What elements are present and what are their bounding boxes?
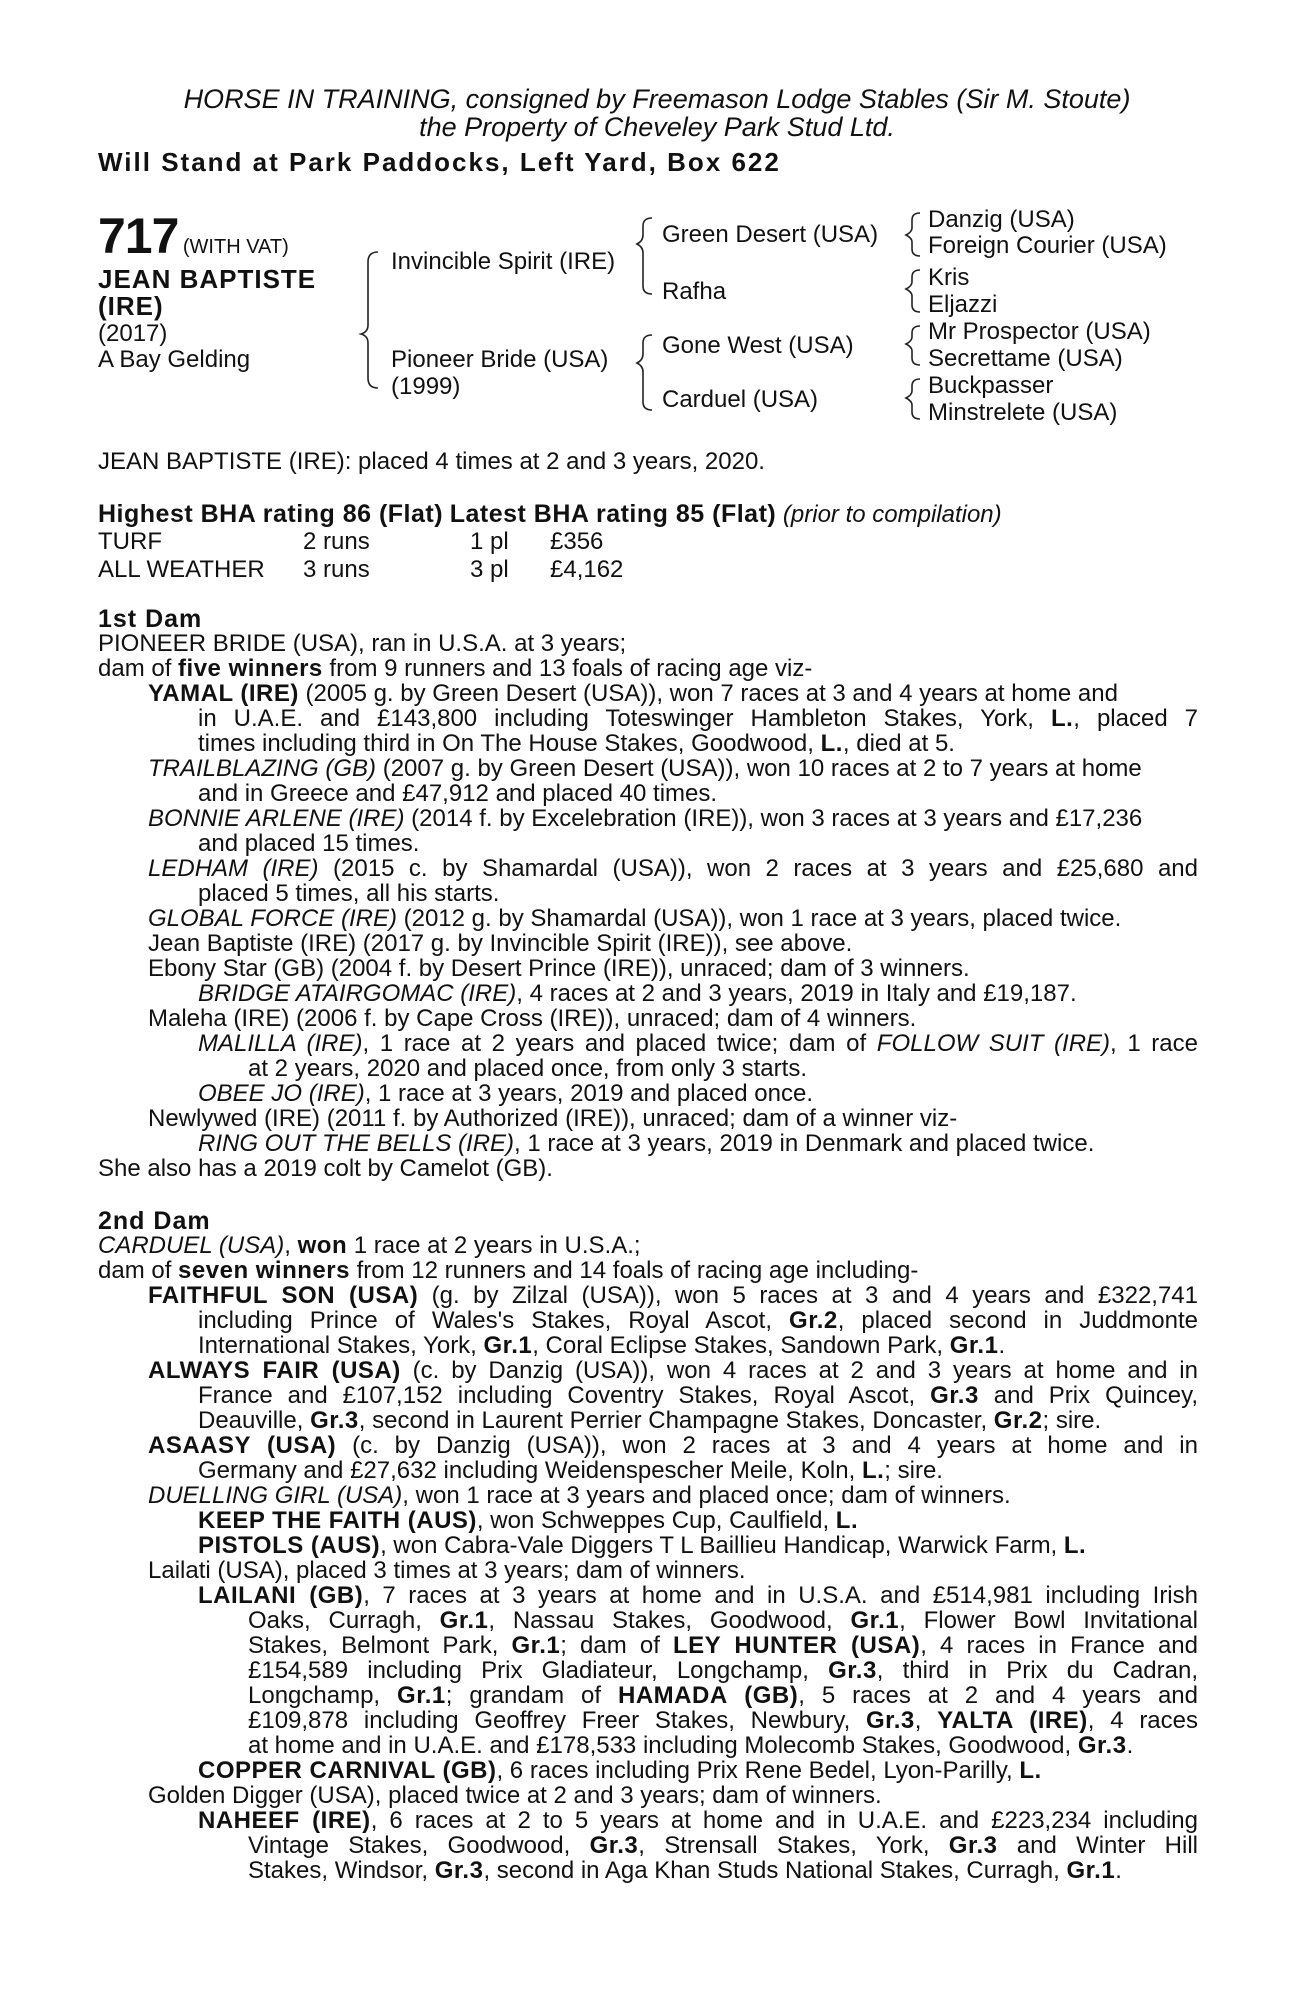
lot-vat: (WITH VAT): [182, 236, 289, 258]
newlywed-line: Newlywed (IRE) (2011 f. by Authorized (IRE)), unraced; dam of a winner viz-: [148, 1105, 958, 1132]
pedigree-dam-dam: Carduel (USA): [662, 386, 819, 413]
race-placed: 1 pl: [470, 528, 509, 555]
maleha-line: Maleha (IRE) (2006 f. by Cape Cross (IRE)), unraced; dam of 4 winners.: [148, 1005, 917, 1032]
ledham-line-2: placed 5 times, all his starts.: [198, 880, 500, 907]
asaasy-line-2: Germany and £27,632 including Weidenspescher Meile, Koln, L.; sire.: [198, 1457, 943, 1484]
asaasy-line-1: ASAASY (USA) (c. by Danzig (USA)), won 2 races at 3 and 4 years at home and in: [148, 1432, 1198, 1459]
pedigree-ssd: Foreign Courier (USA): [928, 232, 1167, 259]
header-line-1: HORSE IN TRAINING, consigned by Freemason Lodge Stables (Sir M. Stoute): [183, 84, 1131, 114]
pedigree-brackets: [0, 0, 1314, 440]
race-surface: TURF: [98, 528, 162, 555]
highest-rating: Highest BHA rating 86 (Flat): [98, 500, 444, 528]
pedigree-dss: Mr Prospector (USA): [928, 318, 1151, 345]
naheef-line-3: Stakes, Windsor, Gr.3, second in Aga Khan Studs National Stakes, Curragh, Gr.1.: [248, 1857, 1122, 1884]
lailani-line-1: LAILANI (GB), 7 races at 3 years at home and in U.S.A. and £514,981 including Irish: [198, 1582, 1198, 1609]
duelling-girl-line: DUELLING GIRL (USA), won 1 race at 3 years and placed once; dam of winners.: [148, 1482, 1011, 1509]
malilla-line-2: at 2 years, 2020 and placed once, from only 3 starts.: [248, 1055, 807, 1082]
latest-rating: Latest BHA rating 85 (Flat): [449, 500, 777, 528]
second-dam-produce-summary: dam of seven winners from 12 runners and 14 foals of racing age including-: [98, 1257, 919, 1284]
malilla-line-1: MALILLA (IRE), 1 race at 2 years and placed twice; dam of FOLLOW SUIT (IRE), 1 race: [198, 1030, 1198, 1057]
lailati-line: Lailati (USA), placed 3 times at 3 years; dam of winners.: [148, 1557, 746, 1584]
racing-summary: JEAN BAPTISTE (IRE): placed 4 times at 2 and 3 years, 2020.: [98, 448, 765, 475]
race-record-table: [98, 528, 623, 584]
lailani-line-3: Stakes, Belmont Park, Gr.1; dam of LEY HUNTER (USA), 4 races in France and: [248, 1632, 1198, 1659]
always-fair-line-1: ALWAYS FAIR (USA) (c. by Danzig (USA)), won 4 races at 2 and 3 years at home and in: [148, 1357, 1198, 1384]
race-record-row: [98, 556, 623, 584]
pedigree-ddd: Minstrelete (USA): [928, 399, 1118, 426]
bonnie-line-1: BONNIE ARLENE (IRE) (2014 f. by Excelebration (IRE)), won 3 races at 3 years and £17,236: [148, 805, 1143, 832]
pistols-line: PISTOLS (AUS), won Cabra-Vale Diggers T L Baillieu Handicap, Warwick Farm, L.: [198, 1532, 1087, 1559]
rating-note: (prior to compilation): [782, 501, 1002, 528]
lailani-line-4: £154,589 including Prix Gladiateur, Longchamp, Gr.3, third in Prix du Cadran,: [248, 1657, 1198, 1684]
first-dam-line: PIONEER BRIDE (USA), ran in U.S.A. at 3 years;: [98, 630, 627, 657]
trailblazing-line-1: TRAILBLAZING (GB) (2007 g. by Green Desert (USA)), won 10 races at 2 to 7 years at home: [148, 755, 1142, 782]
lailani-line-2: Oaks, Curragh, Gr.1, Nassau Stakes, Goodwood, Gr.1, Flower Bowl Invitational: [248, 1607, 1198, 1634]
bonnie-line-2: and placed 15 times.: [198, 830, 420, 857]
header-location: Will Stand at Park Paddocks, Left Yard, Box 622: [98, 147, 781, 177]
keep-the-faith-line: KEEP THE FAITH (AUS), won Schweppes Cup, Caulfield, L.: [198, 1507, 859, 1534]
pedigree-sdd: Eljazzi: [928, 291, 998, 318]
race-runs: 3 runs: [303, 556, 370, 583]
bha-ratings: [98, 502, 1002, 527]
pedigree-dsd: Secrettame (USA): [928, 345, 1123, 372]
naheef-line-2: Vintage Stakes, Goodwood, Gr.3, Strensall Stakes, York, Gr.3 and Winter Hill: [248, 1832, 1199, 1859]
ebony-star-line: Ebony Star (GB) (2004 f. by Desert Prince (IRE)), unraced; dam of 3 winners.: [148, 955, 970, 982]
lailani-line-5: Longchamp, Gr.1; grandam of HAMADA (GB), 5 races at 2 and 4 years and: [248, 1682, 1198, 1709]
horse-name-line-2: (IRE): [98, 291, 164, 321]
copper-carnival-line: COPPER CARNIVAL (GB), 6 races including Prix Rene Bedel, Lyon-Parilly, L.: [198, 1757, 1042, 1784]
race-prize: £356: [550, 528, 604, 555]
faithful-son-line-2: including Prince of Wales's Stakes, Royal Ascot, Gr.2, placed second in Juddmonte: [198, 1307, 1198, 1334]
yamal-line-3: times including third in On The House Stakes, Goodwood, L., died at 5.: [198, 730, 955, 757]
pedigree-dds: Buckpasser: [928, 372, 1054, 399]
yamal-line-1: YAMAL (IRE) (2005 g. by Green Desert (USA)), won 7 races at 3 and 4 years at home and: [148, 680, 1118, 707]
colt-line: She also has a 2019 colt by Camelot (GB).: [98, 1155, 553, 1182]
first-dam-title: 1st Dam: [98, 605, 203, 633]
always-fair-line-3: Deauville, Gr.3, second in Laurent Perrier Champagne Stakes, Doncaster, Gr.2; sire.: [198, 1407, 1102, 1434]
pedigree-sire-dam: Rafha: [662, 278, 727, 305]
carduel-line: CARDUEL (USA), won 1 race at 2 years in U.S.A.;: [98, 1232, 641, 1259]
obee-jo-line: OBEE JO (IRE), 1 race at 3 years, 2019 and placed once.: [198, 1080, 813, 1107]
second-dam-title: 2nd Dam: [98, 1207, 211, 1235]
race-prize: £4,162: [550, 556, 624, 583]
winner-name: YAMAL (IRE): [148, 680, 299, 707]
pedigree-sss: Danzig (USA): [928, 206, 1075, 233]
first-dam-produce-summary: dam of five winners from 9 runners and 13 foals of racing age viz-: [98, 655, 813, 682]
yamal-line-2: in U.A.E. and £143,800 including Toteswinger Hambleton Stakes, York, L., placed 7: [198, 705, 1199, 732]
naheef-line-1: NAHEEF (IRE), 6 races at 2 to 5 years at home and in U.A.E. and £223,234 including: [198, 1807, 1198, 1834]
race-runs: 2 runs: [303, 528, 370, 555]
pedigree-sds: Kris: [928, 264, 970, 291]
global-force-line: GLOBAL FORCE (IRE) (2012 g. by Shamardal (USA)), won 1 race at 3 years, placed twice.: [148, 905, 1122, 932]
pedigree-dam-sire: Gone West (USA): [662, 332, 854, 359]
pedigree-sire: Invincible Spirit (IRE): [391, 248, 616, 275]
horse-name-line-1: JEAN BAPTISTE: [98, 264, 317, 294]
race-surface: ALL WEATHER: [98, 556, 265, 583]
race-record-row: [98, 528, 623, 556]
ring-out-line: RING OUT THE BELLS (IRE), 1 race at 3 years, 2019 in Denmark and placed twice.: [198, 1130, 1095, 1157]
golden-digger-line: Golden Digger (USA), placed twice at 2 and 3 years; dam of winners.: [148, 1782, 882, 1809]
pedigree-sire-sire: Green Desert (USA): [662, 221, 879, 248]
header-line-2: the Property of Cheveley Park Stud Ltd.: [419, 112, 895, 142]
foal-year: (2017): [98, 320, 168, 347]
horse-description: A Bay Gelding: [98, 346, 251, 373]
trailblazing-line-2: and in Greece and £47,912 and placed 40 times.: [198, 780, 718, 807]
pedigree-dam: Pioneer Bride (USA): [391, 346, 609, 373]
always-fair-line-2: France and £107,152 including Coventry Stakes, Royal Ascot, Gr.3 and Prix Quincey,: [198, 1382, 1198, 1409]
pedigree-dam-year: (1999): [391, 373, 461, 400]
lailani-line-7: at home and in U.A.E. and £178,533 including Molecomb Stakes, Goodwood, Gr.3.: [248, 1732, 1134, 1759]
bridge-line: BRIDGE ATAIRGOMAC (IRE), 4 races at 2 and 3 years, 2019 in Italy and £19,187.: [198, 980, 1077, 1007]
jean-baptiste-line: Jean Baptiste (IRE) (2017 g. by Invincible Spirit (IRE)), see above.: [148, 930, 853, 957]
lot-number: 717: [98, 208, 179, 264]
ledham-line-1: LEDHAM (IRE) (2015 c. by Shamardal (USA)), won 2 races at 3 years and £25,680 and: [148, 855, 1198, 882]
race-placed: 3 pl: [470, 556, 509, 583]
faithful-son-line-1: FAITHFUL SON (USA) (g. by Zilzal (USA)), won 5 races at 3 and 4 years and £322,741: [148, 1282, 1198, 1309]
lailani-line-6: £109,878 including Geoffrey Freer Stakes, Newbury, Gr.3, YALTA (IRE), 4 races: [248, 1707, 1199, 1734]
faithful-son-line-3: International Stakes, York, Gr.1, Coral Eclipse Stakes, Sandown Park, Gr.1.: [198, 1332, 1006, 1359]
